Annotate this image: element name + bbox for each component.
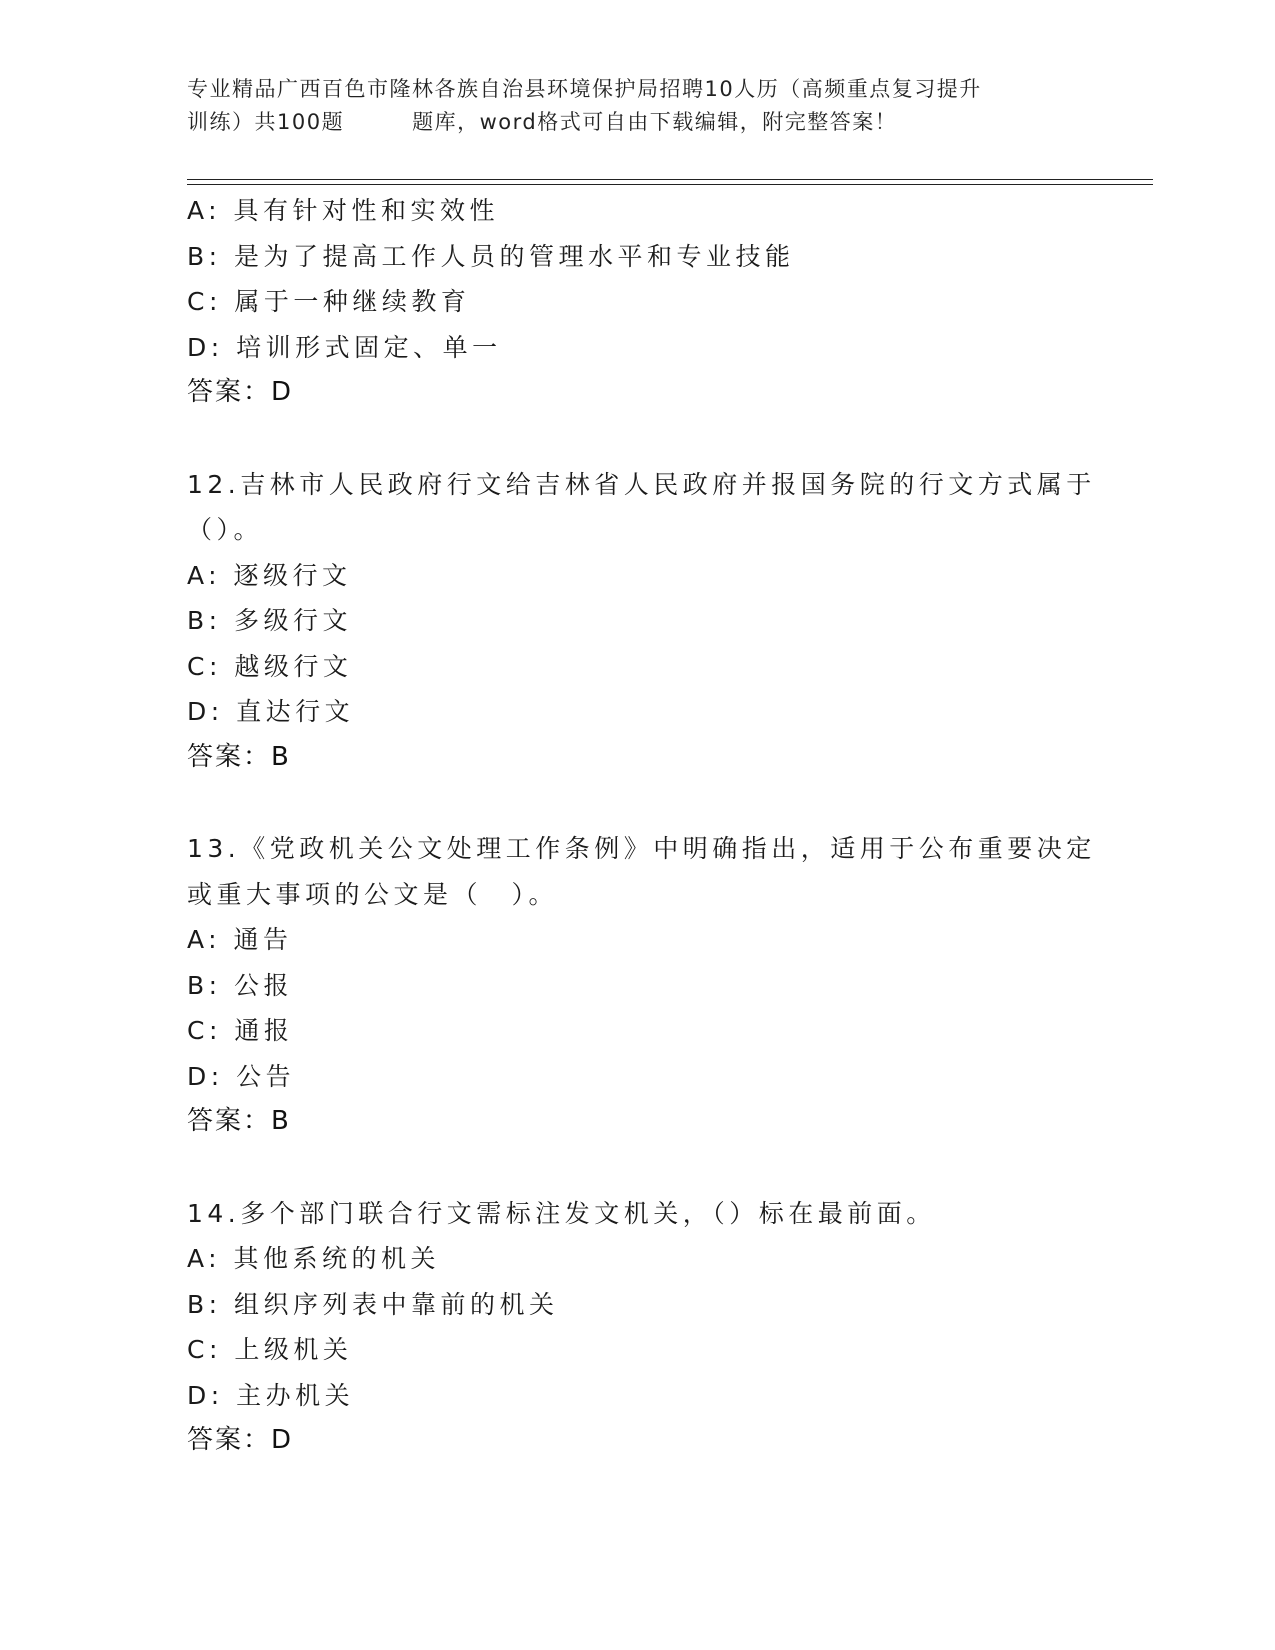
header-title-line-2-part-b: 题库，word格式可自由下载编辑，附完整答案！ [412, 110, 898, 134]
option-d: D: 公告 [187, 1061, 296, 1091]
answer-line: 答案：B [187, 1106, 291, 1136]
option-b: B: 多级行文 [187, 606, 353, 635]
header-title-line-2 [187, 106, 1087, 139]
option-d: D: 直达行文 [187, 697, 355, 726]
question-text-line-2: （）。 [187, 515, 264, 544]
question-11-continued [187, 188, 1087, 416]
question-13 [187, 826, 1096, 1145]
document-header [187, 73, 1087, 139]
question-text-line-1: 12.吉林市人民政府行文给吉林省人民政府并报国务院的行文方式属于 [187, 469, 1096, 499]
option-a: A: 逐级行文 [187, 560, 352, 590]
option-b: B: 组织序列表中靠前的机关 [187, 1289, 559, 1319]
question-list [187, 188, 1096, 1464]
option-b: B: 是为了提高工作人员的管理水平和专业技能 [187, 241, 795, 271]
option-c: C: 通报 [187, 1016, 294, 1045]
option-b: B: 公报 [187, 970, 294, 1000]
header-title-line-1: 专业精品广西百色市隆林各族自治县环境保护局招聘10人历（高频重点复习提升 [187, 77, 982, 101]
option-a: A: 通告 [187, 925, 293, 954]
question-text-line-1: 14.多个部门联合行文需标注发文机关，（）标在最前面。 [187, 1198, 936, 1228]
question-12 [187, 462, 1096, 781]
question-14 [187, 1191, 1087, 1464]
question-text-line-1: 13.《党政机关公文处理工作条例》中明确指出，适用于公布重要决定 [187, 834, 1096, 863]
question-text-line-2: 或重大事项的公文是（ ）。 [187, 879, 559, 909]
option-c: C: 上级机关 [187, 1335, 353, 1364]
option-a: A: 其他系统的机关 [187, 1244, 441, 1273]
header-title-line-2-part-a: 训练）共100题 [187, 110, 345, 134]
option-d: D: 培训形式固定、单一 [187, 332, 502, 362]
header-divider-bottom [187, 184, 1153, 185]
option-c: C: 属于一种继续教育 [187, 287, 471, 316]
option-c: C: 越级行文 [187, 651, 353, 681]
answer-line: 答案：D [187, 377, 294, 407]
answer-line: 答案：D [187, 1425, 294, 1455]
answer-line: 答案：B [187, 741, 291, 772]
header-divider-top [187, 179, 1153, 180]
option-a: A: 具有针对性和实效性 [187, 196, 500, 225]
option-d: D: 主办机关 [187, 1380, 355, 1410]
